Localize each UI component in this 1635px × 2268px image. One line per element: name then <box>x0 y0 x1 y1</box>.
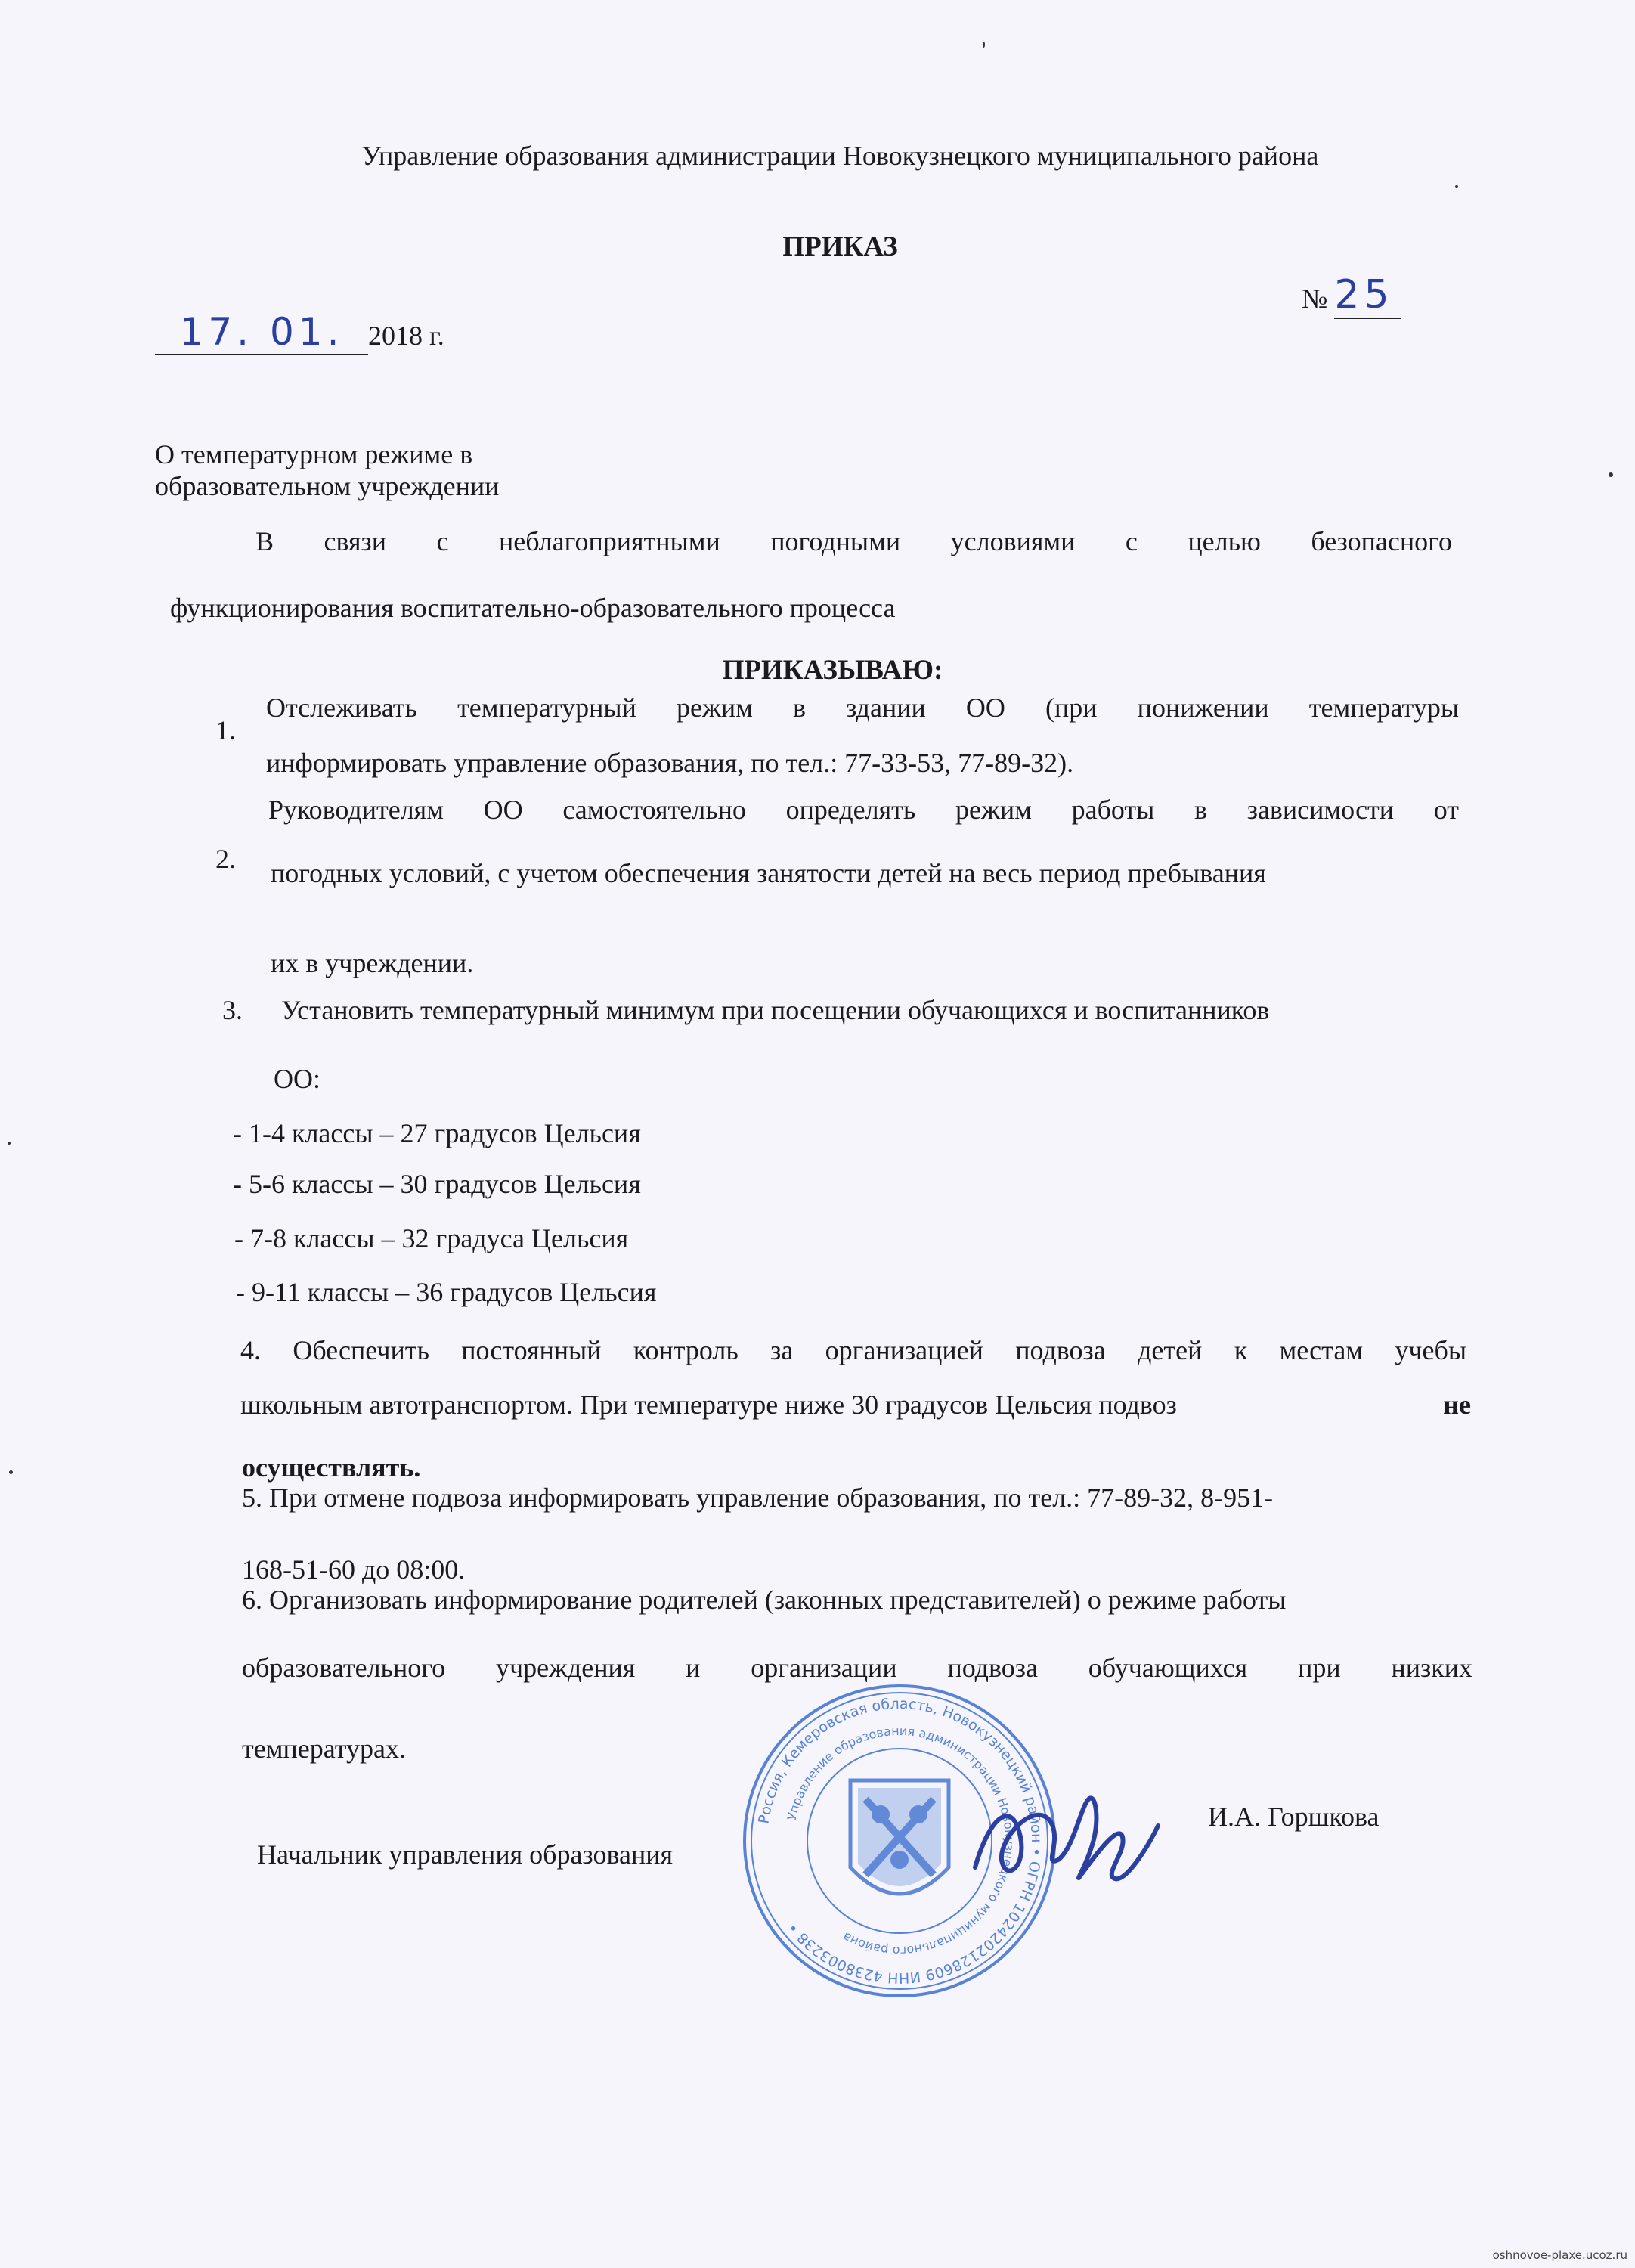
item-3-line-2: ОО: <box>274 1064 320 1094</box>
order-number <box>1302 272 1401 319</box>
document-title: ПРИКАЗ <box>782 231 898 262</box>
item-1-line-2: информировать управление образования, по тел.: 77-33-53, 77-89-32). <box>266 748 1074 778</box>
watermark-text: oshnovoe-plaxe.ucoz.ru <box>1492 2248 1627 2262</box>
number-handwritten: 25 <box>1334 272 1401 319</box>
date-year: 2018 г. <box>368 321 444 351</box>
item-4-line-1: 4. Обеспечить постоянный контроль за организацией подвоза детей к местам учебы <box>240 1335 1466 1365</box>
item-3-number: 3. <box>222 995 243 1025</box>
item-5-line-1: 5. При отмене подвоза информировать управление образования, по тел.: 77-89-32, 8-951- <box>242 1483 1274 1513</box>
item-3-line-1: Установить температурный минимум при посещении обучающихся и воспитанников <box>281 995 1270 1025</box>
subject-line-2: образовательном учреждении <box>155 471 500 501</box>
item-4-emphasis-not: не <box>1443 1390 1471 1420</box>
item-1-number: 1. <box>215 715 236 745</box>
stamp-inner-text: Управление образования администрации Новокузнецкого муниципального района <box>784 1723 1017 1959</box>
stamp-outer-text: Россия, Кемеровская область, Новокузнецкий район • ОГРН 1024202128609 ИНН 4238003238 • <box>755 1695 1045 1987</box>
item-2-number: 2. <box>215 844 236 874</box>
subject-line-1: О температурном режиме в <box>155 439 473 469</box>
number-prefix: № <box>1302 284 1328 314</box>
signature-name: И.А. Горшкова <box>1208 1802 1380 1832</box>
organization-header: Управление образования администрации Новокузнецкого муниципального района <box>361 141 1319 171</box>
item-6-line-1: 6. Организовать информирование родителей (законных представителей) о режиме работы <box>242 1585 1287 1615</box>
item-4-line-2-text: школьным автотранспортом. При температуре ниже 30 градусов Цельсия подвоз <box>240 1390 1177 1420</box>
date-handwritten: 17. 01. <box>155 310 368 355</box>
item-6-line-3: температурах. <box>242 1734 407 1764</box>
temp-grades-7-8: - 7-8 классы – 32 градуса Цельсия <box>234 1223 629 1253</box>
temp-grades-5-6: - 5-6 классы – 30 градусов Цельсия <box>233 1169 641 1199</box>
item-4-line-3: осуществлять. <box>242 1452 421 1483</box>
item-4-line-2 <box>240 1389 1471 1421</box>
intro-line-1: В связи с неблагоприятными погодными условиями с целью безопасного <box>255 526 1452 556</box>
temp-grades-9-11: - 9-11 классы – 36 градусов Цельсия <box>236 1277 657 1307</box>
item-2-line-2: погодных условий, с учетом обеспечения занятости детей на весь период пребывания <box>271 858 1266 888</box>
item-5-line-2: 168-51-60 до 08:00. <box>242 1554 466 1585</box>
item-2-line-1: Руководителям ОО самостоятельно определять режим работы в зависимости от <box>268 795 1459 825</box>
temp-grades-1-4: - 1-4 классы – 27 градусов Цельсия <box>233 1118 641 1148</box>
item-2-line-3: их в учреждении. <box>271 948 474 978</box>
item-6-line-2: образовательного учреждения и организации подвоза обучающихся при низких <box>242 1653 1472 1683</box>
order-date <box>155 310 444 355</box>
intro-line-2: функционирования воспитательно-образовательного процесса <box>170 593 896 623</box>
handwritten-signature <box>960 1754 1172 1905</box>
signature-position: Начальник управления образования <box>257 1839 674 1870</box>
order-word: ПРИКАЗЫВАЮ: <box>722 655 943 686</box>
coat-of-arms-icon <box>850 1780 949 1894</box>
item-1-line-1: Отслеживать температурный режим в здании ОО (при понижении температуры <box>266 692 1459 723</box>
